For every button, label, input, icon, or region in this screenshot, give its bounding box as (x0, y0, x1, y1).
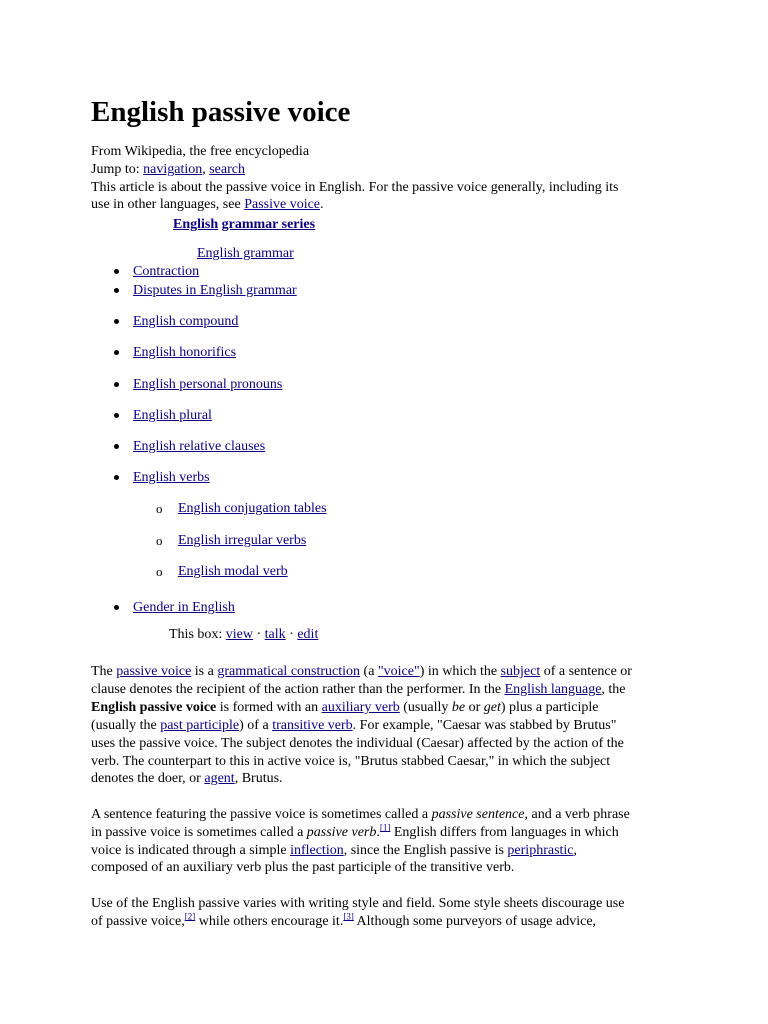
english-verbs-link[interactable]: English verbs (133, 470, 210, 485)
text: in passive voice is sometimes called a (91, 825, 307, 840)
subject-link[interactable]: subject (500, 664, 541, 679)
reference-3-link[interactable]: [3] (343, 911, 354, 922)
italic-text: get (483, 700, 501, 715)
grammar-series-link[interactable]: grammar series (221, 217, 316, 232)
edit-link[interactable]: edit (297, 627, 319, 642)
text: denotes the doer, or (91, 771, 205, 786)
text: (a (360, 664, 378, 679)
english-grammar-link[interactable]: English grammar (197, 246, 294, 261)
jump-to-label: Jump to: (91, 162, 144, 177)
list-item (133, 313, 238, 330)
english-conjugation-tables-link[interactable]: English conjugation tables (178, 501, 327, 516)
dot-sep: · (253, 627, 265, 642)
list-item (133, 263, 199, 280)
search-link[interactable]: search (209, 162, 245, 177)
text: or (465, 700, 484, 715)
english-language-link[interactable]: English language (504, 682, 602, 697)
sub-list-item (156, 563, 288, 580)
auxiliary-verb-link[interactable]: auxiliary verb (321, 700, 400, 715)
text: . (376, 825, 380, 840)
italic-text: passive verb (306, 825, 377, 840)
text: ) plus a participle (500, 700, 599, 715)
para3-line-1: Use of the English passive varies with writing style and field. Some style sheets discourage use (91, 896, 625, 911)
circle-bullet-icon: o (156, 564, 163, 579)
para1-line-7 (91, 770, 283, 787)
past-participle-link[interactable]: past participle (160, 718, 240, 733)
english-compound-link[interactable]: English compound (133, 314, 239, 329)
navigation-link[interactable]: navigation (143, 162, 203, 177)
sub-list-item (156, 532, 307, 549)
sub-list-item (156, 500, 327, 517)
para2-line-3 (91, 842, 577, 859)
passive-voice-link[interactable]: Passive voice (244, 197, 321, 212)
list-item (133, 438, 265, 455)
para2-line-2 (91, 824, 619, 841)
navbox-grammar (197, 245, 294, 262)
inflection-link[interactable]: inflection (290, 843, 344, 858)
passive-voice-inline-link[interactable]: passive voice (116, 664, 192, 679)
para3-line-2 (91, 913, 596, 930)
list-item (133, 344, 236, 361)
list-item (133, 469, 210, 486)
hatnote-end: . (320, 197, 324, 212)
bold-term: English passive voice (91, 700, 217, 715)
para2-line-1 (91, 806, 630, 823)
text: Although some purveyors of usage advice, (353, 914, 597, 929)
text: , Brutus. (234, 771, 283, 786)
text: of passive voice, (91, 914, 185, 929)
italic-text: be (451, 700, 466, 715)
text: , (573, 843, 578, 858)
circle-bullet-icon: o (156, 533, 163, 548)
list-item (133, 376, 282, 393)
contraction-link[interactable]: Contraction (133, 264, 200, 279)
text: is a (191, 664, 218, 679)
gender-in-english-link[interactable]: Gender in English (133, 600, 235, 615)
text: , the (601, 682, 626, 697)
navbox-title (173, 216, 315, 233)
reference-1-link[interactable]: [1] (379, 822, 391, 833)
para1-line-5: uses the passive voice. The subject denotes the individual (Caesar) affected by the action of the (91, 736, 624, 751)
agent-link[interactable]: agent (204, 771, 235, 786)
list-item (133, 282, 297, 299)
para1-line-2 (91, 681, 626, 698)
english-honorifics-link[interactable]: English honorifics (133, 345, 237, 360)
list-item (133, 407, 212, 424)
text: . For example, "Caesar was stabbed by Brutus" (352, 718, 617, 733)
text: voice is indicated through a simple (91, 843, 291, 858)
grammatical-construction-link[interactable]: grammatical construction (217, 664, 361, 679)
disputes-link[interactable]: Disputes in English grammar (133, 283, 297, 298)
circle-bullet-icon: o (156, 501, 163, 516)
text: ) of a (239, 718, 273, 733)
page-title: English passive voice (91, 96, 351, 128)
para1-line-4 (91, 717, 616, 734)
para1-line-6: verb. The counterpart to this in active voice is, "Brutus stabbed Caesar," in which the subject (91, 754, 611, 769)
text: is formed with an (216, 700, 322, 715)
text: English differs from languages in which (390, 825, 619, 840)
text: of a sentence or (540, 664, 632, 679)
italic-text: passive sentence, (431, 807, 528, 822)
text: (usually (399, 700, 452, 715)
voice-link[interactable]: "voice" (377, 664, 420, 679)
english-irregular-verbs-link[interactable]: English irregular verbs (178, 533, 307, 548)
english-link[interactable]: English (173, 217, 219, 232)
transitive-verb-link[interactable]: transitive verb (272, 718, 353, 733)
text: and a verb phrase (527, 807, 630, 822)
text: while others encourage it. (195, 914, 344, 929)
dot-sep: · (285, 627, 298, 642)
english-modal-verb-link[interactable]: English modal verb (178, 564, 288, 579)
para1-line-3 (91, 699, 598, 716)
periphrastic-link[interactable]: periphrastic (507, 843, 574, 858)
navbox-this-box (169, 626, 318, 643)
para2-line-4: composed of an auxiliary verb plus the past participle of the transitive verb. (91, 860, 515, 875)
para1-line-1 (91, 663, 632, 680)
text: (usually the (91, 718, 161, 733)
text: ) in which the (419, 664, 501, 679)
reference-2-link[interactable]: [2] (184, 911, 196, 922)
english-plural-link[interactable]: English plural (133, 408, 212, 423)
english-personal-pronouns-link[interactable]: English personal pronouns (133, 377, 283, 392)
text: clause denotes the recipient of the action rather than the performer. In the (91, 682, 505, 697)
text: The (91, 664, 117, 679)
site-sub: From Wikipedia, the free encyclopedia (91, 144, 310, 159)
talk-link[interactable]: talk (264, 627, 286, 642)
list-item (133, 599, 235, 616)
text: , since the English passive is (343, 843, 508, 858)
view-link[interactable]: view (225, 627, 253, 642)
jump-to (91, 161, 245, 178)
hatnote-line-1: This article is about the passive voice in English. For the passive voice generally, including its (91, 180, 619, 195)
english-relative-clauses-link[interactable]: English relative clauses (133, 439, 266, 454)
text: A sentence featuring the passive voice is sometimes called a (91, 807, 432, 822)
this-box-label: This box: (169, 627, 226, 642)
hatnote-line-2 (91, 196, 324, 213)
jump-sep: , (202, 162, 210, 177)
hatnote-text: use in other languages, see (91, 197, 245, 212)
